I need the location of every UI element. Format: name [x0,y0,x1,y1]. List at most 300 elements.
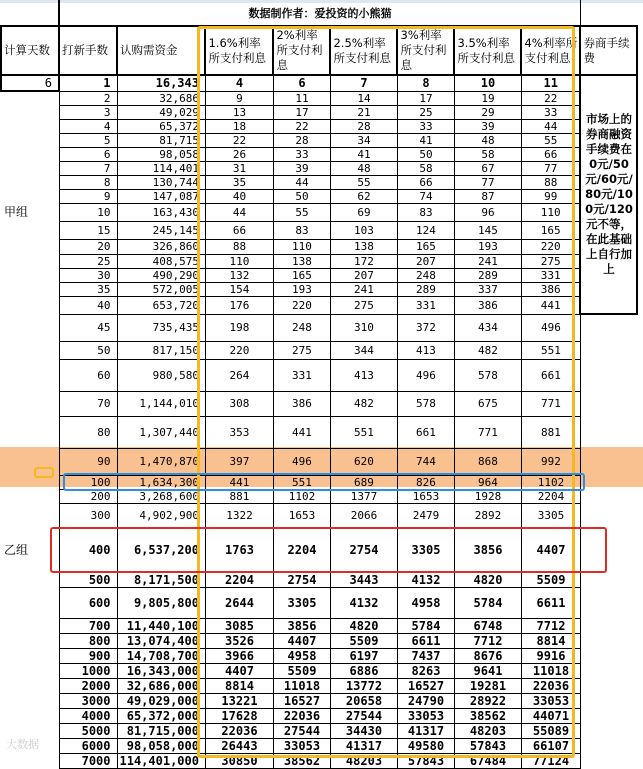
interest-cell[interactable]: 13 [205,105,273,119]
interest-cell[interactable]: 17628 [205,708,273,723]
interest-cell[interactable]: 2479 [397,503,454,528]
interest-cell[interactable]: 41317 [397,723,454,738]
interest-cell[interactable]: 8814 [521,633,580,648]
interest-cell[interactable]: 4407 [273,633,330,648]
interest-cell[interactable]: 22 [273,119,330,133]
interest-cell[interactable]: 482 [330,391,397,416]
interest-cell[interactable]: 30850 [205,753,273,768]
interest-cell[interactable]: 6611 [397,633,454,648]
lots-cell[interactable]: 6000 [59,738,117,753]
lots-cell[interactable]: 800 [59,633,117,648]
capital-cell[interactable]: 245,145 [117,221,205,239]
interest-cell[interactable]: 132 [205,268,273,282]
interest-cell[interactable]: 1102 [521,475,580,489]
lots-cell[interactable]: 200 [59,489,117,503]
interest-cell[interactable]: 220 [273,296,330,314]
interest-cell[interactable]: 66 [521,147,580,161]
interest-cell[interactable]: 2754 [273,572,330,587]
interest-cell[interactable]: 308 [205,391,273,416]
interest-cell[interactable]: 6886 [330,663,397,678]
interest-cell[interactable]: 3526 [205,633,273,648]
interest-cell[interactable]: 3305 [273,587,330,618]
interest-cell[interactable]: 310 [330,314,397,341]
interest-cell[interactable]: 38562 [273,753,330,768]
capital-cell[interactable]: 1,634,300 [117,475,205,489]
lots-cell[interactable]: 1000 [59,663,117,678]
interest-cell[interactable]: 110 [205,254,273,268]
capital-cell[interactable]: 817,150 [117,341,205,359]
interest-cell[interactable]: 22 [521,91,580,105]
capital-cell[interactable]: 32,686,000 [117,678,205,693]
interest-cell[interactable]: 22036 [273,708,330,723]
interest-cell[interactable]: 771 [521,391,580,416]
column-header[interactable]: 计算天数 [1,26,59,75]
interest-cell[interactable]: 2204 [273,528,330,572]
interest-cell[interactable]: 110 [521,203,580,221]
lots-cell[interactable]: 50 [59,341,117,359]
lots-cell[interactable]: 700 [59,618,117,633]
capital-cell[interactable]: 572,005 [117,282,205,296]
interest-cell[interactable]: 154 [205,282,273,296]
interest-cell[interactable]: 1322 [205,503,273,528]
interest-cell[interactable]: 14 [330,91,397,105]
lots-cell[interactable]: 7 [59,161,117,175]
interest-cell[interactable]: 11 [273,91,330,105]
column-header[interactable]: 1.6%利率所支付利息 [205,26,273,75]
lots-cell[interactable]: 900 [59,648,117,663]
interest-cell[interactable]: 881 [521,416,580,448]
interest-cell[interactable]: 55 [273,203,330,221]
lots-cell[interactable]: 2 [59,91,117,105]
interest-cell[interactable]: 496 [273,448,330,475]
column-header[interactable]: 2.5%利率所支付利息 [330,26,397,75]
interest-cell[interactable]: 18 [205,119,273,133]
interest-cell[interactable]: 337 [454,282,521,296]
interest-cell[interactable]: 289 [454,268,521,282]
capital-cell[interactable]: 11,440,100 [117,618,205,633]
capital-cell[interactable]: 16,343,000 [117,663,205,678]
lots-cell[interactable]: 1 [59,75,117,91]
interest-cell[interactable]: 193 [454,239,521,254]
interest-cell[interactable]: 661 [521,359,580,391]
interest-cell[interactable]: 33053 [397,708,454,723]
interest-cell[interactable]: 4820 [330,618,397,633]
interest-cell[interactable]: 6197 [330,648,397,663]
capital-cell[interactable]: 114,401,000 [117,753,205,768]
capital-cell[interactable]: 735,435 [117,314,205,341]
interest-cell[interactable]: 2204 [205,572,273,587]
interest-cell[interactable]: 8263 [397,663,454,678]
interest-cell[interactable]: 2644 [205,587,273,618]
capital-cell[interactable]: 1,144,010 [117,391,205,416]
interest-cell[interactable]: 11018 [521,663,580,678]
interest-cell[interactable]: 57843 [397,753,454,768]
interest-cell[interactable]: 620 [330,448,397,475]
lots-cell[interactable]: 3000 [59,693,117,708]
interest-cell[interactable]: 264 [205,359,273,391]
interest-cell[interactable]: 66107 [521,738,580,753]
interest-cell[interactable]: 386 [454,296,521,314]
interest-cell[interactable]: 48203 [330,753,397,768]
interest-cell[interactable]: 33 [273,147,330,161]
capital-cell[interactable]: 163,430 [117,203,205,221]
interest-cell[interactable]: 44071 [521,708,580,723]
interest-cell[interactable]: 207 [397,254,454,268]
interest-cell[interactable]: 675 [454,391,521,416]
capital-cell[interactable]: 8,171,500 [117,572,205,587]
interest-cell[interactable]: 275 [330,296,397,314]
capital-cell[interactable]: 6,537,200 [117,528,205,572]
column-header[interactable]: 打新手数 [59,26,117,75]
interest-cell[interactable]: 3305 [521,503,580,528]
interest-cell[interactable]: 172 [330,254,397,268]
interest-cell[interactable]: 372 [397,314,454,341]
capital-cell[interactable]: 81,715 [117,133,205,147]
interest-cell[interactable]: 3085 [205,618,273,633]
interest-cell[interactable]: 39 [273,161,330,175]
interest-cell[interactable]: 2066 [330,503,397,528]
capital-cell[interactable]: 49,029,000 [117,693,205,708]
interest-cell[interactable]: 4132 [330,587,397,618]
interest-cell[interactable]: 16527 [273,693,330,708]
lots-cell[interactable]: 30 [59,268,117,282]
interest-cell[interactable]: 413 [330,359,397,391]
capital-cell[interactable]: 3,268,600 [117,489,205,503]
column-header[interactable]: 4%利率所支付利息 [521,26,580,75]
interest-cell[interactable]: 138 [273,254,330,268]
lots-cell[interactable]: 25 [59,254,117,268]
capital-cell[interactable]: 98,058 [117,147,205,161]
lots-cell[interactable]: 20 [59,239,117,254]
interest-cell[interactable]: 4407 [205,663,273,678]
interest-cell[interactable]: 331 [397,296,454,314]
capital-cell[interactable]: 65,372,000 [117,708,205,723]
lots-cell[interactable]: 90 [59,448,117,475]
lots-cell[interactable]: 40 [59,296,117,314]
interest-cell[interactable]: 578 [454,359,521,391]
interest-cell[interactable]: 10 [454,75,521,91]
interest-cell[interactable]: 2754 [330,528,397,572]
interest-cell[interactable]: 50 [273,189,330,203]
lots-cell[interactable]: 100 [59,475,117,489]
interest-cell[interactable]: 1102 [273,489,330,503]
interest-cell[interactable]: 964 [454,475,521,489]
capital-cell[interactable]: 147,087 [117,189,205,203]
interest-cell[interactable]: 386 [273,391,330,416]
capital-cell[interactable]: 4,902,900 [117,503,205,528]
interest-cell[interactable]: 275 [273,341,330,359]
interest-cell[interactable]: 248 [273,314,330,341]
column-header[interactable]: 券商手续费 [580,26,637,75]
interest-cell[interactable]: 55 [521,133,580,147]
interest-cell[interactable]: 1928 [454,489,521,503]
lots-cell[interactable]: 10 [59,203,117,221]
interest-cell[interactable]: 198 [205,314,273,341]
interest-cell[interactable]: 1653 [273,503,330,528]
interest-cell[interactable]: 55 [330,175,397,189]
interest-cell[interactable]: 20658 [330,693,397,708]
interest-cell[interactable]: 289 [397,282,454,296]
capital-cell[interactable]: 114,401 [117,161,205,175]
interest-cell[interactable]: 21 [330,105,397,119]
interest-cell[interactable]: 62 [330,189,397,203]
interest-cell[interactable]: 138 [330,239,397,254]
interest-cell[interactable]: 11 [521,75,580,91]
interest-cell[interactable]: 441 [273,416,330,448]
lots-cell[interactable]: 4 [59,119,117,133]
interest-cell[interactable]: 19 [454,91,521,105]
interest-cell[interactable]: 4 [205,75,273,91]
interest-cell[interactable]: 413 [397,341,454,359]
interest-cell[interactable]: 17 [273,105,330,119]
interest-cell[interactable]: 6748 [454,618,521,633]
capital-cell[interactable]: 13,074,400 [117,633,205,648]
interest-cell[interactable]: 110 [273,239,330,254]
interest-cell[interactable]: 9916 [521,648,580,663]
interest-cell[interactable]: 145 [454,221,521,239]
interest-cell[interactable]: 34 [330,133,397,147]
interest-cell[interactable]: 434 [454,314,521,341]
interest-cell[interactable]: 33053 [273,738,330,753]
interest-cell[interactable]: 13772 [330,678,397,693]
interest-cell[interactable]: 868 [454,448,521,475]
interest-cell[interactable]: 207 [330,268,397,282]
interest-cell[interactable]: 4820 [454,572,521,587]
interest-cell[interactable]: 551 [521,341,580,359]
interest-cell[interactable]: 24790 [397,693,454,708]
interest-cell[interactable]: 41 [397,133,454,147]
interest-cell[interactable]: 83 [273,221,330,239]
interest-cell[interactable]: 83 [397,203,454,221]
interest-cell[interactable]: 220 [205,341,273,359]
interest-cell[interactable]: 28 [273,133,330,147]
days-cell[interactable]: 6 [1,75,59,91]
interest-cell[interactable]: 34430 [330,723,397,738]
lots-cell[interactable]: 80 [59,416,117,448]
interest-cell[interactable]: 66 [397,175,454,189]
interest-cell[interactable]: 7 [330,75,397,91]
lots-cell[interactable]: 60 [59,359,117,391]
interest-cell[interactable]: 5784 [454,587,521,618]
interest-cell[interactable]: 1763 [205,528,273,572]
interest-cell[interactable]: 11018 [273,678,330,693]
interest-cell[interactable]: 33 [397,119,454,133]
lots-cell[interactable]: 5000 [59,723,117,738]
interest-cell[interactable]: 3966 [205,648,273,663]
interest-cell[interactable]: 41 [330,147,397,161]
interest-cell[interactable]: 88 [521,175,580,189]
interest-cell[interactable]: 1377 [330,489,397,503]
interest-cell[interactable]: 38562 [454,708,521,723]
interest-cell[interactable]: 27544 [273,723,330,738]
capital-cell[interactable]: 1,307,440 [117,416,205,448]
interest-cell[interactable]: 5784 [397,618,454,633]
interest-cell[interactable]: 3305 [397,528,454,572]
lots-cell[interactable]: 400 [59,528,117,572]
capital-cell[interactable]: 65,372 [117,119,205,133]
interest-cell[interactable]: 689 [330,475,397,489]
interest-cell[interactable]: 35 [205,175,273,189]
interest-cell[interactable]: 58 [454,147,521,161]
interest-cell[interactable]: 578 [397,391,454,416]
interest-cell[interactable]: 87 [454,189,521,203]
interest-cell[interactable]: 66 [205,221,273,239]
lots-cell[interactable]: 15 [59,221,117,239]
capital-cell[interactable]: 81,715,000 [117,723,205,738]
interest-cell[interactable]: 1653 [397,489,454,503]
interest-cell[interactable]: 22036 [205,723,273,738]
interest-cell[interactable]: 176 [205,296,273,314]
lots-cell[interactable]: 7000 [59,753,117,768]
interest-cell[interactable]: 28922 [454,693,521,708]
interest-cell[interactable]: 241 [454,254,521,268]
interest-cell[interactable]: 40 [205,189,273,203]
interest-cell[interactable]: 331 [273,359,330,391]
interest-cell[interactable]: 22036 [521,678,580,693]
lots-cell[interactable]: 3 [59,105,117,119]
interest-cell[interactable]: 275 [521,254,580,268]
interest-cell[interactable]: 50 [397,147,454,161]
capital-cell[interactable]: 980,580 [117,359,205,391]
interest-cell[interactable]: 7712 [454,633,521,648]
interest-cell[interactable]: 69 [330,203,397,221]
interest-cell[interactable]: 28 [330,119,397,133]
interest-cell[interactable]: 4132 [397,572,454,587]
interest-cell[interactable]: 3443 [330,572,397,587]
interest-cell[interactable]: 13221 [205,693,273,708]
interest-cell[interactable]: 77124 [521,753,580,768]
interest-cell[interactable]: 31 [205,161,273,175]
interest-cell[interactable]: 67484 [454,753,521,768]
interest-cell[interactable]: 881 [205,489,273,503]
capital-cell[interactable]: 98,058,000 [117,738,205,753]
lots-cell[interactable]: 35 [59,282,117,296]
interest-cell[interactable]: 193 [273,282,330,296]
interest-cell[interactable]: 992 [521,448,580,475]
interest-cell[interactable]: 26443 [205,738,273,753]
interest-cell[interactable]: 103 [330,221,397,239]
capital-cell[interactable]: 1,470,870 [117,448,205,475]
interest-cell[interactable]: 7712 [521,618,580,633]
lots-cell[interactable]: 6 [59,147,117,161]
interest-cell[interactable]: 9 [205,91,273,105]
interest-cell[interactable]: 88 [205,239,273,254]
interest-cell[interactable]: 8676 [454,648,521,663]
capital-cell[interactable]: 326,860 [117,239,205,254]
interest-cell[interactable]: 58 [397,161,454,175]
interest-cell[interactable]: 39 [454,119,521,133]
interest-cell[interactable]: 441 [521,296,580,314]
interest-cell[interactable]: 48203 [454,723,521,738]
interest-cell[interactable]: 165 [397,239,454,254]
capital-cell[interactable]: 490,290 [117,268,205,282]
interest-cell[interactable]: 26 [205,147,273,161]
column-header[interactable]: 3%利率所支付利息 [397,26,454,75]
interest-cell[interactable]: 551 [273,475,330,489]
interest-cell[interactable]: 8814 [205,678,273,693]
interest-cell[interactable]: 44 [521,119,580,133]
column-header[interactable]: 2%利率所支付利息 [273,26,330,75]
interest-cell[interactable]: 220 [521,239,580,254]
interest-cell[interactable]: 482 [454,341,521,359]
interest-cell[interactable]: 67 [454,161,521,175]
interest-cell[interactable]: 2892 [454,503,521,528]
interest-cell[interactable]: 344 [330,341,397,359]
interest-cell[interactable]: 2204 [521,489,580,503]
interest-cell[interactable]: 22 [205,133,273,147]
interest-cell[interactable]: 8 [397,75,454,91]
interest-cell[interactable]: 826 [397,475,454,489]
lots-cell[interactable]: 5 [59,133,117,147]
interest-cell[interactable]: 5509 [330,633,397,648]
interest-cell[interactable]: 496 [521,314,580,341]
interest-cell[interactable]: 441 [205,475,273,489]
lots-cell[interactable]: 300 [59,503,117,528]
interest-cell[interactable]: 248 [397,268,454,282]
interest-cell[interactable]: 57843 [454,738,521,753]
capital-cell[interactable]: 408,575 [117,254,205,268]
interest-cell[interactable]: 74 [397,189,454,203]
interest-cell[interactable]: 241 [330,282,397,296]
column-header[interactable]: 3.5%利率所支付利息 [454,26,521,75]
interest-cell[interactable]: 16527 [397,678,454,693]
interest-cell[interactable]: 33 [521,105,580,119]
lots-cell[interactable]: 70 [59,391,117,416]
interest-cell[interactable]: 17 [397,91,454,105]
interest-cell[interactable]: 48 [454,133,521,147]
interest-cell[interactable]: 44 [273,175,330,189]
interest-cell[interactable]: 4407 [521,528,580,572]
interest-cell[interactable]: 6 [273,75,330,91]
interest-cell[interactable]: 3856 [273,618,330,633]
interest-cell[interactable]: 661 [397,416,454,448]
lots-cell[interactable]: 4000 [59,708,117,723]
lots-cell[interactable]: 45 [59,314,117,341]
interest-cell[interactable]: 77 [521,161,580,175]
interest-cell[interactable]: 4958 [273,648,330,663]
lots-cell[interactable]: 8 [59,175,117,189]
lots-cell[interactable]: 500 [59,572,117,587]
interest-cell[interactable]: 353 [205,416,273,448]
interest-cell[interactable]: 33053 [521,693,580,708]
interest-cell[interactable]: 55089 [521,723,580,738]
capital-cell[interactable]: 32,686 [117,91,205,105]
lots-cell[interactable]: 600 [59,587,117,618]
interest-cell[interactable]: 49580 [397,738,454,753]
capital-cell[interactable]: 49,029 [117,105,205,119]
interest-cell[interactable]: 744 [397,448,454,475]
interest-cell[interactable]: 165 [273,268,330,282]
interest-cell[interactable]: 165 [521,221,580,239]
interest-cell[interactable]: 9641 [454,663,521,678]
interest-cell[interactable]: 771 [454,416,521,448]
interest-cell[interactable]: 41317 [330,738,397,753]
interest-cell[interactable]: 99 [521,189,580,203]
interest-cell[interactable]: 397 [205,448,273,475]
lots-cell[interactable]: 2000 [59,678,117,693]
capital-cell[interactable]: 653,720 [117,296,205,314]
interest-cell[interactable]: 96 [454,203,521,221]
interest-cell[interactable]: 77 [454,175,521,189]
interest-cell[interactable]: 19281 [454,678,521,693]
interest-cell[interactable]: 6611 [521,587,580,618]
capital-cell[interactable]: 16,343 [117,75,205,91]
interest-cell[interactable]: 496 [397,359,454,391]
interest-cell[interactable]: 27544 [330,708,397,723]
interest-cell[interactable]: 25 [397,105,454,119]
interest-cell[interactable]: 386 [521,282,580,296]
interest-cell[interactable]: 29 [454,105,521,119]
